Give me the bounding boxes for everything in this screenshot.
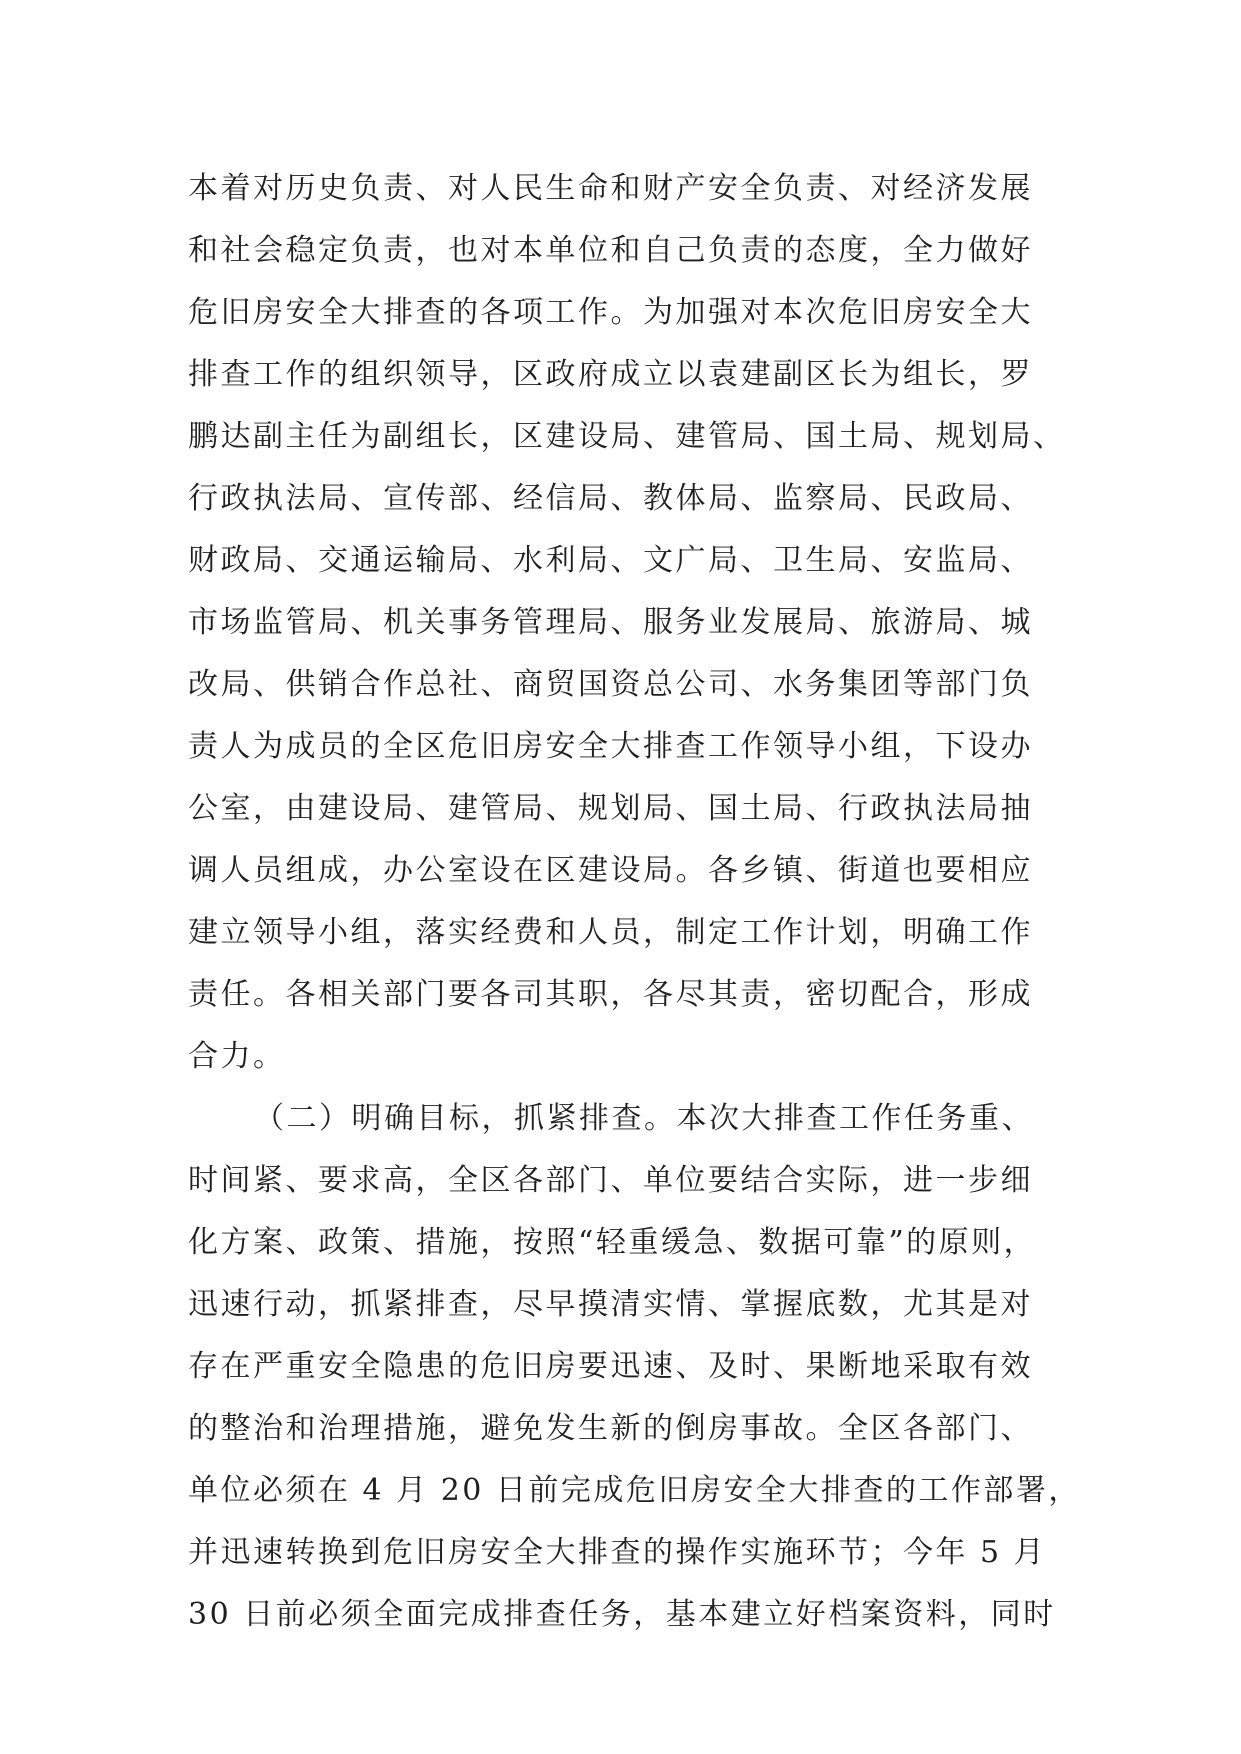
text-line: 化方案、政策、措施，按照“轻重缓急、数据可靠”的原则，: [188, 1225, 1037, 1260]
text-line: 财政局、交通运输局、水利局、文广局、卫生局、安监局、: [188, 543, 1033, 578]
text-line: 本着对历史负责、对人民生命和财产安全负责、对经济发展: [188, 171, 1033, 206]
text-line: 鹏达副主任为副组长，区建设局、建管局、国土局、规划局、: [188, 419, 1066, 454]
text-line: 公室，由建设局、建管局、规划局、国土局、行政执法局抽: [188, 791, 1033, 826]
text-line: 危旧房安全大排查的各项工作。为加强对本次危旧房安全大: [188, 295, 1033, 330]
text-line: 行政执法局、宣传部、经信局、教体局、监察局、民政局、: [188, 481, 1033, 516]
text-line: 市场监管局、机关事务管理局、服务业发展局、旅游局、城: [188, 605, 1033, 640]
text-line: 单位必须在 4 月 20 日前完成危旧房安全大排查的工作部署，: [188, 1473, 1081, 1508]
text-line: 改局、供销合作总社、商贸国资总公司、水务集团等部门负: [188, 667, 1033, 702]
text-line: 合力。: [188, 1039, 286, 1074]
text-line: 并迅速转换到危旧房安全大排查的操作实施环节；今年 5 月: [188, 1535, 1047, 1570]
text-line: 责人为成员的全区危旧房安全大排查工作领导小组，下设办: [188, 729, 1033, 764]
text-line: 和社会稳定负责，也对本单位和自己负责的态度，全力做好: [188, 233, 1033, 268]
text-line: 30 日前必须全面完成排查任务，基本建立好档案资料，同时: [188, 1597, 1056, 1632]
section-heading-line: （二）明确目标，抓紧排查。本次大排查工作任务重、: [254, 1101, 1034, 1136]
text-line: 责任。各相关部门要各司其职，各尽其责，密切配合，形成: [188, 977, 1033, 1012]
text-line: 排查工作的组织领导，区政府成立以袁建副区长为组长，罗: [188, 357, 1033, 392]
text-line: 建立领导小组，落实经费和人员，制定工作计划，明确工作: [188, 915, 1033, 950]
text-line: 的整治和治理措施，避免发生新的倒房事故。全区各部门、: [188, 1411, 1033, 1446]
text-line: 存在严重安全隐患的危旧房要迅速、及时、果断地采取有效: [188, 1349, 1033, 1384]
body-text: [188, 158, 1081, 1646]
text-line: 时间紧、要求高，全区各部门、单位要结合实际，进一步细: [188, 1163, 1033, 1198]
text-line: 迅速行动，抓紧排查，尽早摸清实情、掌握底数，尤其是对: [188, 1287, 1033, 1322]
text-line: 调人员组成，办公室设在区建设局。各乡镇、街道也要相应: [188, 853, 1033, 888]
